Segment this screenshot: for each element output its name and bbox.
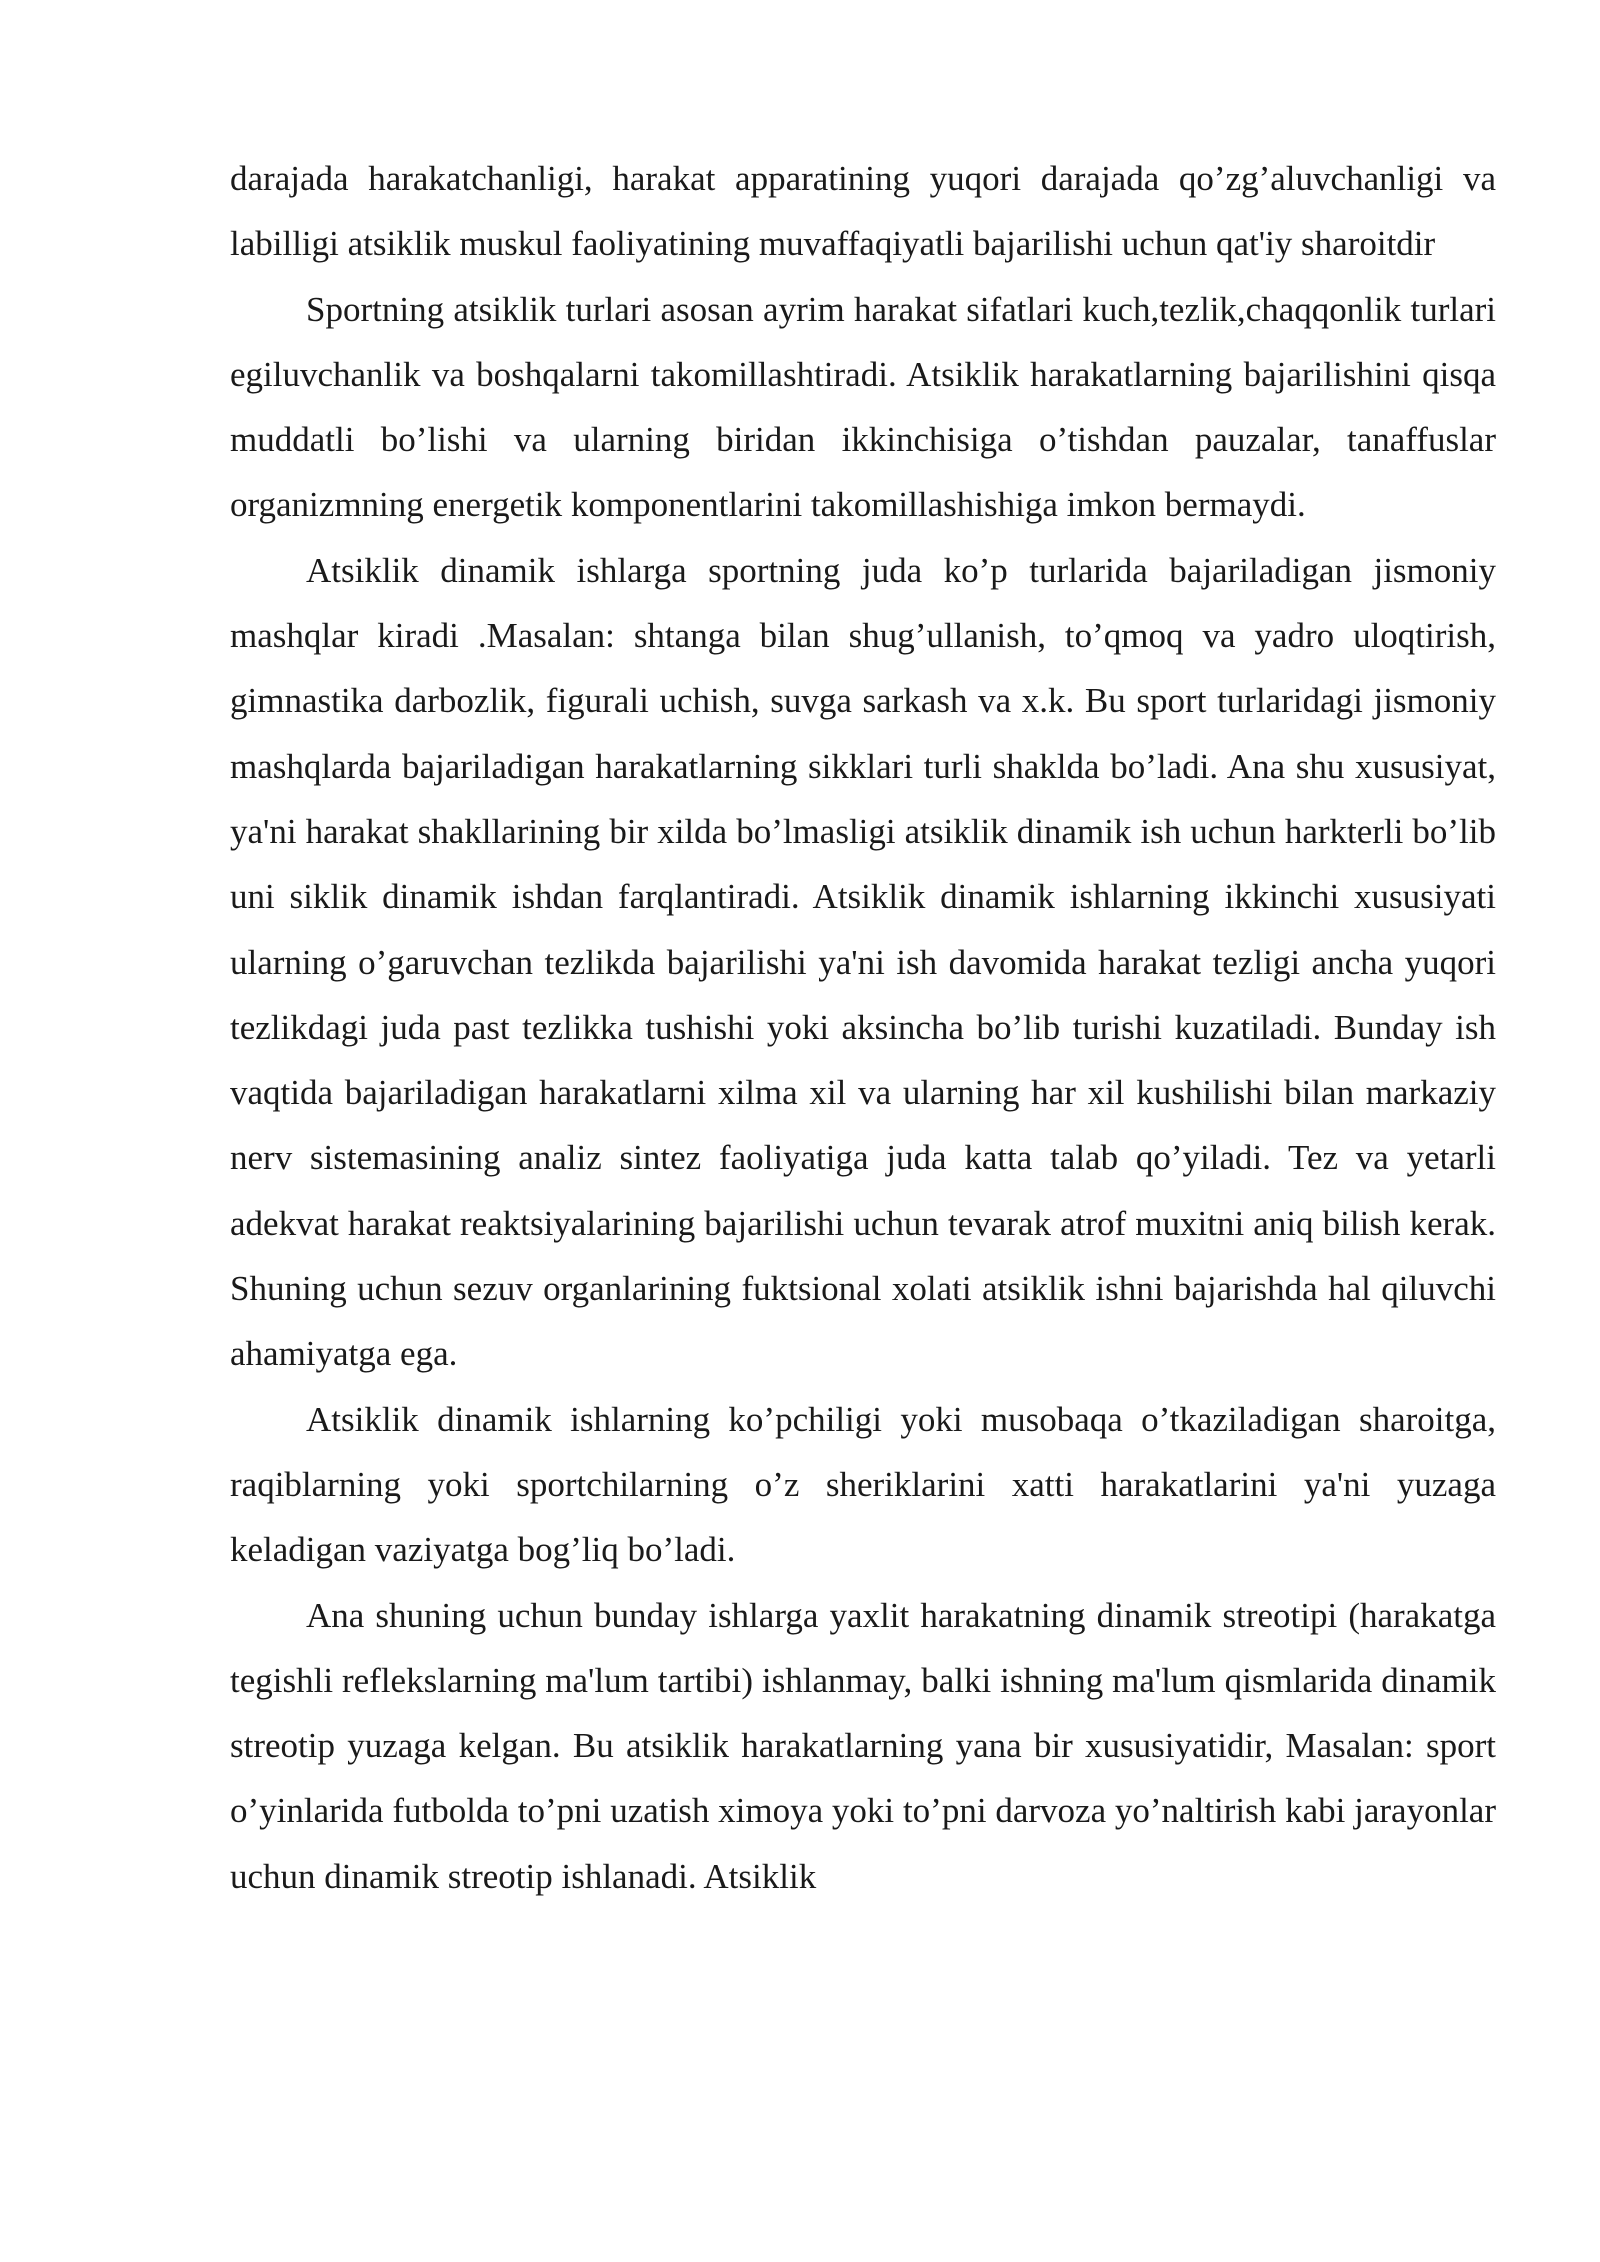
- paragraph: darajada harakatchanligi, harakat apparatining yuqori darajada qo’zg’aluvchanligi va labilligi atsiklik muskul faoliyatining muvaffaqiyatli bajarilishi uchun qat'iy sharoitdir: [230, 159, 1496, 264]
- paragraph: Ana shuning uchun bunday ishlarga yaxlit harakatning dinamik streotipi (harakatga tegishli reflekslarning ma'lum tartibi) ishlanmay, balki ishning ma'lum qismlarida dinamik streotip yuzaga kelgan. Bu atsiklik harakatlarning yana bir xususiyatidir, Masalan: sport o’yinlarida futbolda to’pni uzatish ximoya yoki to’pni darvoza yo’naltirish kabi jarayonlar uchun dinamik streotip ishlanadi. Atsiklik: [230, 1595, 1496, 1896]
- paragraph: Atsiklik dinamik ishlarga sportning juda ko’p turlarida bajariladigan jismoniy mashqlar kiradi .Masalan: shtanga bilan shug’ullanish, to’qmoq va yadro uloqtirish, gimnastika darbozlik, figurali uchish, suvga sarkash va x.k. Bu sport turlaridagi jismoniy mashqlarda bajariladigan harakatlarning sikklari turli shaklda bo’ladi. Ana shu xususiyat, ya'ni harakat shakllarining bir xilda bo’lmasligi atsiklik dinamik ish uchun harkterli bo’lib uni siklik dinamik ishdan farqlantiradi. Atsiklik dinamik ishlarning ikkinchi xususiyati ularning o’garuvchan tezlikda bajarilishi ya'ni ish davomida harakat tezligi ancha yuqori tezlikdagi juda past tezlikka tushishi yoki aksincha bo’lib turishi kuzatiladi. Bunday ish vaqtida bajariladigan harakatlarni xilma xil va ularning har xil kushilishi bilan markaziy nerv sistemasining analiz sintez faoliyatiga juda katta talab qo’yiladi. Tez va yetarli adekvat harakat reaktsiyalarining bajarilishi uchun tevarak atrof muxitni aniq bilish kerak. Shuning uchun sezuv organlarining fuktsional xolati atsiklik ishni bajarishda hal qiluvchi ahamiyatga ega.: [230, 550, 1496, 1374]
- paragraph: Sportning atsiklik turlari asosan ayrim harakat sifatlari kuch,tezlik,chaqqonlik turlari egiluvchanlik va boshqalarni takomillashtiradi. Atsiklik harakatlarning bajarilishini qisqa muddatli bo’lishi va ularning biridan ikkinchisiga o’tishdan pauzalar, tanaffuslar organizmning energetik komponentlarini takomillashishiga imkon bermaydi.: [230, 289, 1496, 525]
- paragraph: Atsiklik dinamik ishlarning ko’pchiligi yoki musobaqa o’tkaziladigan sharoitga, raqiblarning yoki sportchilarning o’z sheriklarini xatti harakatlarini ya'ni yuzaga keladigan vaziyatga bog’liq bo’ladi.: [230, 1399, 1496, 1570]
- body-text: [230, 146, 1496, 1909]
